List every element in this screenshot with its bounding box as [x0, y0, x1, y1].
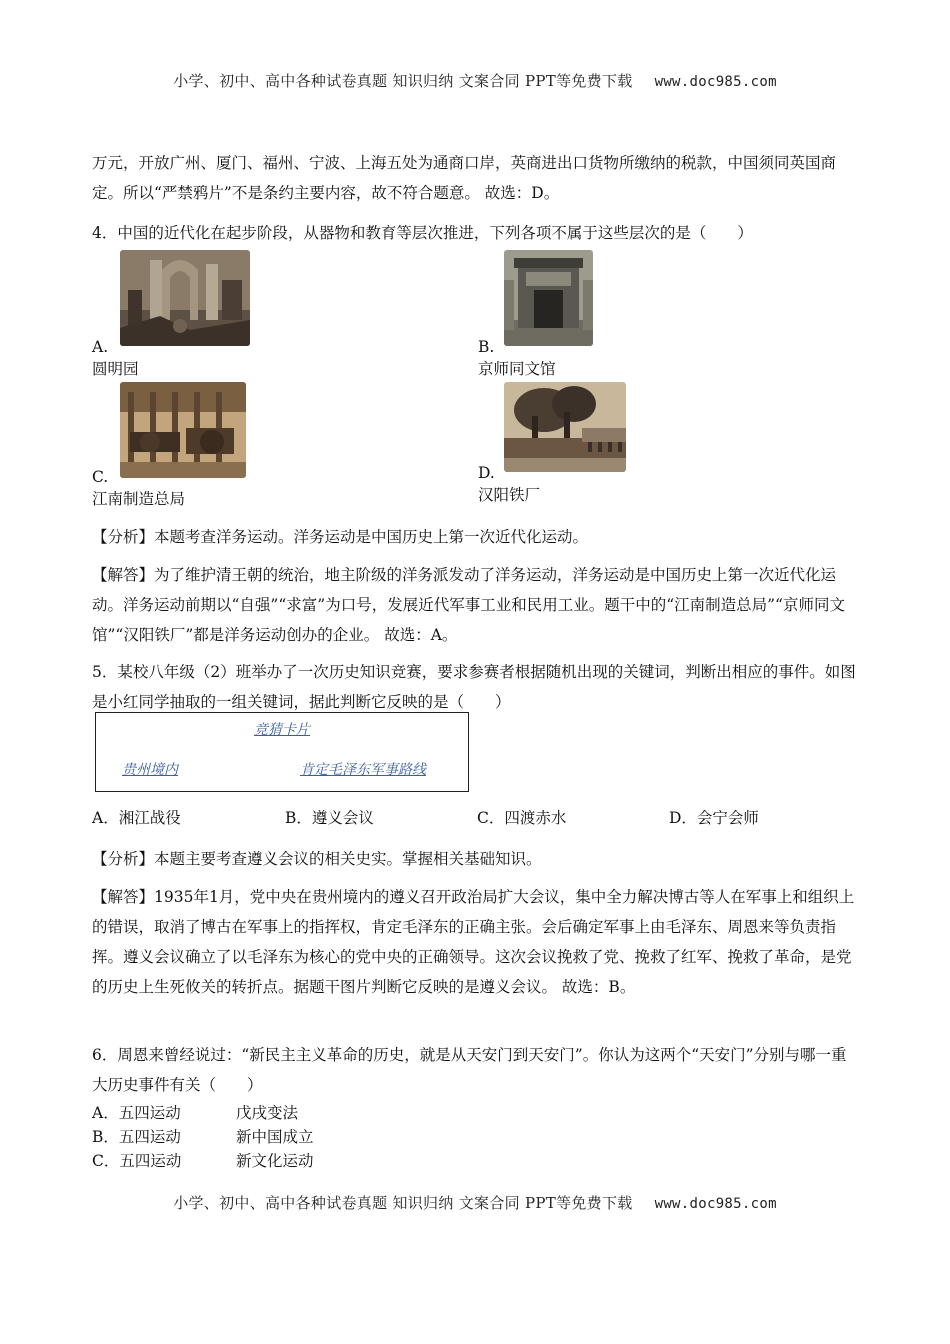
q6-option-b	[92, 1125, 314, 1149]
option-letter: B.	[478, 338, 495, 356]
q5-choice-b: B．遵义会议	[285, 809, 374, 827]
option-text: B．五四运动	[92, 1128, 181, 1146]
page-footer	[0, 1192, 950, 1213]
q4-stem: 4．中国的近代化在起步阶段，从器物和教育等层次推进，下列各项不属于这些层次的是（ ）	[92, 224, 753, 242]
q4-option-a	[92, 336, 139, 380]
option-text: C．五四运动	[92, 1152, 182, 1170]
card-keyword-1: 贵州境内	[122, 762, 178, 778]
page-header	[0, 70, 950, 91]
q4-option-d	[478, 462, 540, 506]
q5-stem: 5．某校八年级（2）班举办了一次历史知识竞赛，要求参赛者根据随机出现的关键词，判断出相应的事件。如图是小红同学抽取的一组关键词，据此判断它反映的是（ ）	[92, 663, 856, 711]
option-pair: 新文化运动	[236, 1152, 314, 1170]
q4-option-c	[92, 466, 185, 510]
q6-option-c	[92, 1149, 314, 1173]
option-label: 京师同文馆	[478, 360, 556, 378]
q5-analysis: 【分析】本题主要考查遵义会议的相关史实。掌握相关基础知识。	[92, 850, 542, 868]
option-letter: A.	[92, 338, 109, 356]
header-url[interactable]: www.doc985.com	[654, 74, 777, 90]
q6-stem: 6．周恩来曾经说过：“新民主主义革命的历史，就是从天安门到天安门”。你认为这两个“天安门”分别与哪一重大历史事件有关（ ）	[92, 1046, 847, 1094]
card-keyword-2: 肯定毛泽东军事路线	[300, 762, 426, 778]
q6-option-a	[92, 1101, 299, 1125]
q3-answer-tail: 万元，开放广州、厦门、福州、宁波、上海五处为通商口岸，英商进出口货物所缴纳的税款，中国须同英国商定。所以“严禁鸦片”不是条约主要内容，故不符合题意。 故选：D。	[92, 154, 837, 202]
q5-answer: 【解答】1935年1月，党中央在贵州境内的遵义召开政治局扩大会议，集中全力解决博古等人在军事上和组织上的错误，取消了博古在军事上的指挥权，肯定毛泽东的正确主张。会后确定军事上由毛泽东、周恩来等负责指挥。遵义会议确立了以毛泽东为核心的党中央的正确领导。这次会议挽救了党、挽救了红军、挽救了革命，是党的历史上生死攸关的转折点。据题干图片判断它反映的是遵义会议。 故选：B。	[92, 888, 855, 996]
q4-analysis: 【分析】本题考查洋务运动。洋务运动是中国历史上第一次近代化运动。	[92, 528, 589, 546]
tongwenguan-image	[504, 250, 593, 346]
footer-url[interactable]: www.doc985.com	[654, 1196, 777, 1212]
option-label: 江南制造总局	[92, 490, 186, 508]
option-text: A．五四运动	[92, 1104, 181, 1122]
option-label: 汉阳铁厂	[478, 486, 541, 504]
option-label: 圆明园	[92, 360, 139, 378]
guess-card	[95, 712, 469, 792]
q4-answer: 【解答】为了维护清王朝的统治，地主阶级的洋务派发动了洋务运动，洋务运动是中国历史上第一次近代化运动。洋务运动前期以“自强”“求富”为口号，发展近代军事工业和民用工业。题干中的“江南制造总局”“京师同文馆”“汉阳铁厂”都是洋务运动创办的企业。 故选：A。	[92, 566, 845, 644]
option-letter: D.	[478, 464, 495, 482]
option-letter: C.	[92, 468, 109, 486]
q4-option-b	[478, 336, 556, 380]
card-title: 竞猜卡片	[254, 722, 310, 738]
header-text: 小学、初中、高中各种试卷真题 知识归纳 文案合同 PPT等免费下载	[173, 72, 633, 90]
option-pair: 新中国成立	[236, 1128, 314, 1146]
option-pair: 戊戌变法	[236, 1104, 299, 1122]
q5-choice-a: A．湘江战役	[92, 809, 181, 827]
q5-choice-c: C．四渡赤水	[477, 809, 567, 827]
yuanmingyuan-image	[120, 250, 250, 346]
q5-choice-d: D．会宁会师	[669, 809, 759, 827]
hanyang-ironworks-image	[504, 382, 626, 472]
footer-text: 小学、初中、高中各种试卷真题 知识归纳 文案合同 PPT等免费下载	[173, 1194, 633, 1212]
jiangnan-arsenal-image	[120, 382, 246, 478]
